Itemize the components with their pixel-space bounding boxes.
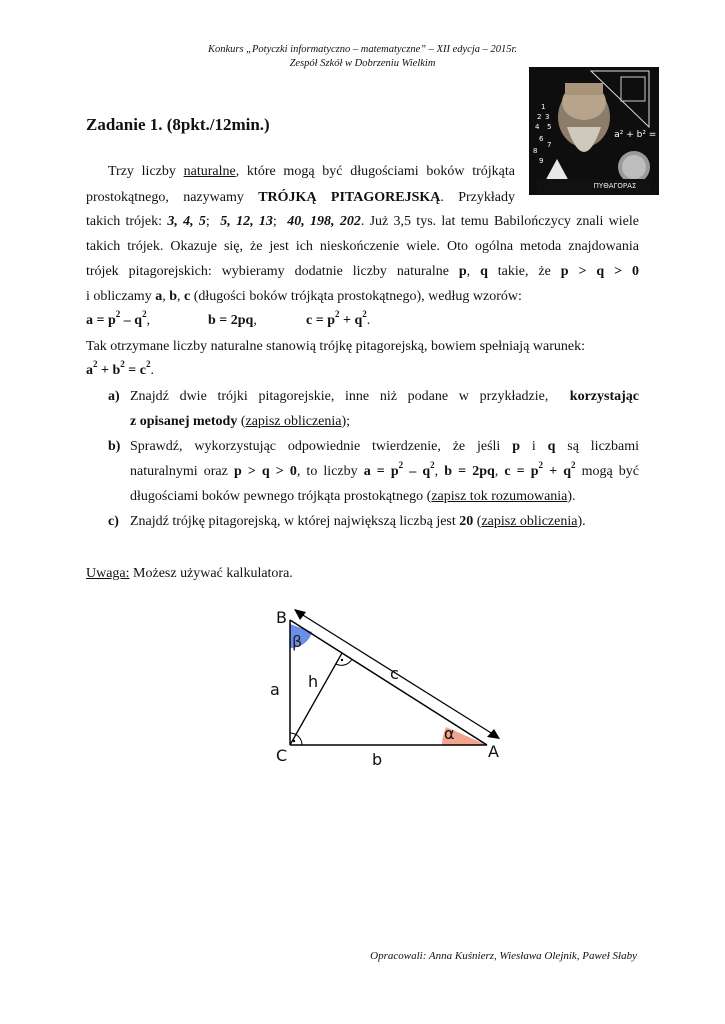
label-vertex-c: C (276, 746, 288, 765)
image-digit: 8 (533, 147, 538, 155)
image-digit: 7 (547, 141, 552, 149)
image-digit: 4 (535, 123, 540, 131)
note-text: Możesz używać kalkulatora. (133, 566, 293, 581)
note-label: Uwaga: (86, 566, 130, 581)
label-vertex-a: A (488, 742, 499, 761)
image-digit: 9 (539, 157, 544, 165)
header-school: Zespół Szkół w Dobrzeniu Wielkim (289, 58, 436, 69)
image-digit: 5 (547, 123, 552, 131)
label-side-b: b (372, 750, 383, 769)
image-formula: a² + b² = c² (614, 130, 668, 140)
task-title: Zadanie 1. (8pkt./12min.) (86, 115, 270, 134)
image-digit: 1 (541, 103, 546, 111)
triangle-figure (262, 600, 512, 775)
label-vertex-b: B (276, 608, 287, 627)
image-caption: ΠΥΘΑΓΟΡΑΣ (593, 182, 637, 190)
label-side-a: a (270, 680, 280, 699)
pythagoras-image (529, 67, 668, 195)
image-digit: 2 (537, 113, 542, 121)
note (86, 565, 293, 583)
image-digit: 3 (545, 113, 550, 121)
label-beta: β (292, 632, 303, 651)
header-contest: Konkurs „Potyczki informatyczno – matematyczne” – XII edycja – 2015r. (207, 44, 518, 55)
label-alpha: α (444, 724, 455, 743)
image-digit: 6 (539, 135, 544, 143)
label-height-h: h (308, 672, 319, 691)
label-side-c: c (390, 664, 399, 683)
footer-authors: Opracowali: Anna Kuśnierz, Wiesława Olejnik, Paweł Słaby (370, 950, 637, 962)
